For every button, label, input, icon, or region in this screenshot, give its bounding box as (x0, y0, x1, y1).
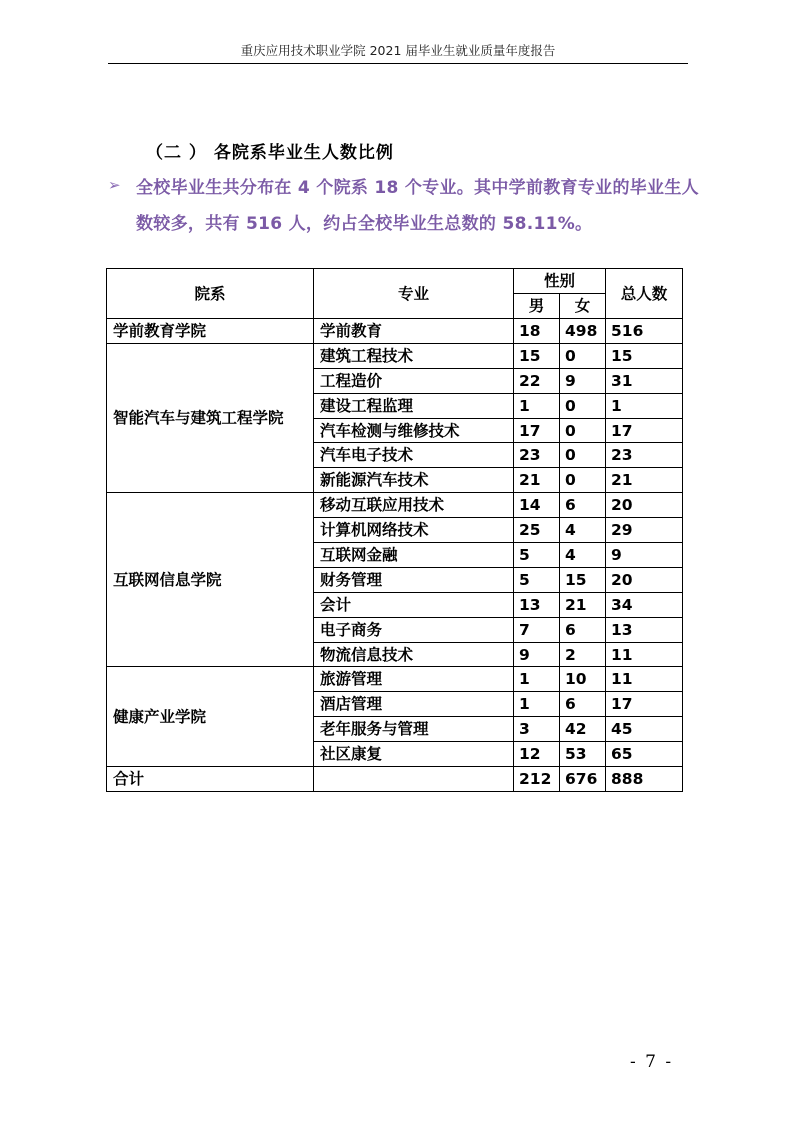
male-cell: 1 (514, 393, 560, 418)
college-cell: 健康产业学院 (107, 667, 314, 767)
female-cell: 10 (560, 667, 606, 692)
total-cell: 65 (606, 742, 683, 767)
major-cell: 旅游管理 (314, 667, 514, 692)
female-cell: 0 (560, 443, 606, 468)
table-row (107, 319, 683, 344)
total-cell: 1 (606, 393, 683, 418)
total-cell: 21 (606, 468, 683, 493)
male-cell: 5 (514, 543, 560, 568)
major-cell: 学前教育 (314, 319, 514, 344)
major-cell: 汽车检测与维修技术 (314, 418, 514, 443)
table-total-row (107, 767, 683, 792)
major-cell: 财务管理 (314, 567, 514, 592)
college-cell: 互联网信息学院 (107, 493, 314, 667)
female-cell: 0 (560, 418, 606, 443)
table-header-row (107, 269, 683, 294)
male-cell: 23 (514, 443, 560, 468)
college-header: 院系 (107, 269, 314, 319)
male-cell: 3 (514, 717, 560, 742)
total-cell: 11 (606, 667, 683, 692)
female-cell: 9 (560, 368, 606, 393)
table-row (107, 493, 683, 518)
summary-paragraph: 全校毕业生共分布在 4 个院系 18 个专业。其中学前教育专业的毕业生人数较多，共有 516 人，约占全校毕业生总数的 58.11%。 (136, 178, 699, 234)
female-cell: 6 (560, 692, 606, 717)
major-cell: 老年服务与管理 (314, 717, 514, 742)
major-cell: 建筑工程技术 (314, 343, 514, 368)
male-cell: 12 (514, 742, 560, 767)
female-cell: 15 (560, 567, 606, 592)
total-cell: 45 (606, 717, 683, 742)
male-cell: 17 (514, 418, 560, 443)
major-cell: 互联网金融 (314, 543, 514, 568)
total-cell: 516 (606, 319, 683, 344)
total-cell: 29 (606, 518, 683, 543)
male-cell: 1 (514, 692, 560, 717)
total-label: 合计 (107, 767, 314, 792)
major-cell: 酒店管理 (314, 692, 514, 717)
male-cell: 22 (514, 368, 560, 393)
total-cell: 31 (606, 368, 683, 393)
total-cell: 9 (606, 543, 683, 568)
major-cell: 计算机网络技术 (314, 518, 514, 543)
major-header: 专业 (314, 269, 514, 319)
table-row (107, 343, 683, 368)
male-cell: 7 (514, 617, 560, 642)
section-heading: （二 ） 各院系毕业生人数比例 (146, 143, 394, 163)
male-cell: 15 (514, 343, 560, 368)
major-cell: 社区康复 (314, 742, 514, 767)
grand-total-cell: 888 (606, 767, 683, 792)
male-cell: 21 (514, 468, 560, 493)
table-row (107, 667, 683, 692)
major-cell: 汽车电子技术 (314, 443, 514, 468)
female-cell: 0 (560, 393, 606, 418)
female-cell: 0 (560, 468, 606, 493)
total-cell: 34 (606, 592, 683, 617)
total-cell: 20 (606, 567, 683, 592)
header-divider (108, 63, 688, 64)
major-cell: 建设工程监理 (314, 393, 514, 418)
female-cell: 4 (560, 543, 606, 568)
male-cell: 18 (514, 319, 560, 344)
major-cell: 电子商务 (314, 617, 514, 642)
female-cell: 2 (560, 642, 606, 667)
female-cell: 4 (560, 518, 606, 543)
total-cell: 13 (606, 617, 683, 642)
female-cell: 6 (560, 493, 606, 518)
total-header: 总人数 (606, 269, 683, 319)
total-cell: 11 (606, 642, 683, 667)
female-cell: 21 (560, 592, 606, 617)
female-cell: 0 (560, 343, 606, 368)
major-cell: 会计 (314, 592, 514, 617)
page-number: - 7 - (630, 1052, 674, 1072)
total-cell: 15 (606, 343, 683, 368)
total-cell: 17 (606, 692, 683, 717)
total-cell: 17 (606, 418, 683, 443)
male-cell: 25 (514, 518, 560, 543)
total-major-empty-cell (314, 767, 514, 792)
male-cell: 1 (514, 667, 560, 692)
major-cell: 新能源汽车技术 (314, 468, 514, 493)
total-cell: 23 (606, 443, 683, 468)
report-header-title: 重庆应用技术职业学院 2021 届毕业生就业质量年度报告 (240, 43, 556, 58)
female-cell: 498 (560, 319, 606, 344)
graduates-by-college-table (106, 268, 683, 792)
male-header: 男 (514, 294, 560, 319)
major-cell: 工程造价 (314, 368, 514, 393)
male-cell: 5 (514, 567, 560, 592)
college-cell: 学前教育学院 (107, 319, 314, 344)
female-cell: 6 (560, 617, 606, 642)
total-cell: 20 (606, 493, 683, 518)
college-cell: 智能汽车与建筑工程学院 (107, 343, 314, 492)
gender-header: 性别 (514, 269, 606, 294)
bullet-arrow-icon: ➢ (108, 176, 121, 194)
male-cell: 13 (514, 592, 560, 617)
male-sum-cell: 212 (514, 767, 560, 792)
male-cell: 9 (514, 642, 560, 667)
male-cell: 14 (514, 493, 560, 518)
major-cell: 移动互联应用技术 (314, 493, 514, 518)
female-sum-cell: 676 (560, 767, 606, 792)
major-cell: 物流信息技术 (314, 642, 514, 667)
female-cell: 42 (560, 717, 606, 742)
female-cell: 53 (560, 742, 606, 767)
female-header: 女 (560, 294, 606, 319)
